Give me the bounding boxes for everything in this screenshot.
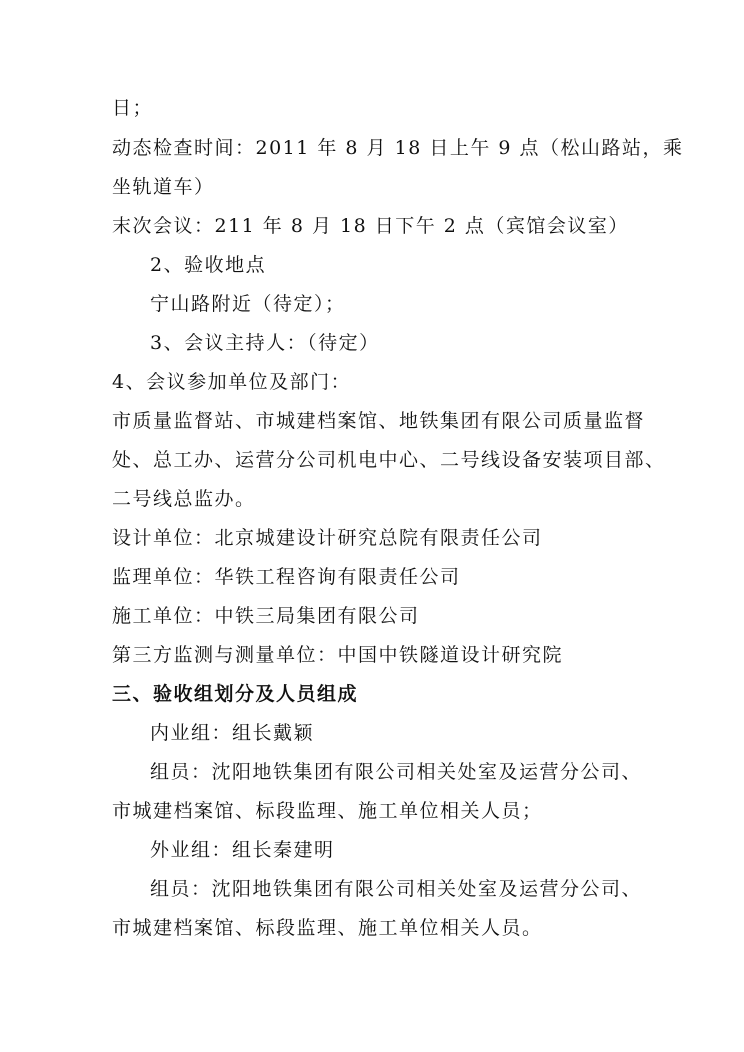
text-line: 二号线总监办。	[112, 488, 256, 510]
text-line: 组员：沈阳地铁集团有限公司相关处室及运营分公司、	[150, 878, 643, 900]
chapter-heading: 三、验收组划分及人员组成	[112, 683, 359, 705]
text-line: 外业组：组长秦建明	[150, 839, 335, 861]
text-line: 日；	[112, 97, 154, 119]
text-line: 坐轨道车）	[112, 176, 215, 198]
text-line: 市城建档案馆、标段监理、施工单位相关人员。	[112, 917, 543, 939]
text-line: 内业组：组长戴颖	[150, 722, 315, 744]
text-line: 处、总工办、运营分公司机电中心、二号线设备安装项目部、	[112, 449, 666, 471]
text-line: 市城建档案馆、标段监理、施工单位相关人员；	[112, 800, 543, 822]
text-line: 组员：沈阳地铁集团有限公司相关处室及运营分公司、	[150, 761, 643, 783]
text-line: 宁山路附近（待定）；	[150, 293, 346, 315]
section-heading: 4、会议参加单位及部门：	[112, 371, 352, 393]
text-line: 设计单位：北京城建设计研究总院有限责任公司	[112, 527, 543, 549]
text-line: 末次会议：211 年 8 月 18 日下午 2 点（宾馆会议室）	[112, 215, 629, 237]
section-heading: 3、会议主持人：（待定）	[150, 332, 380, 354]
section-heading: 2、验收地点	[150, 254, 267, 276]
text-line: 动态检查时间：2011 年 8 月 18 日上午 9 点（松山路站，乘	[112, 137, 684, 159]
text-line: 市质量监督站、市城建档案馆、地铁集团有限公司质量监督	[112, 410, 646, 432]
text-line: 施工单位：中铁三局集团有限公司	[112, 605, 420, 627]
text-line: 监理单位：华铁工程咨询有限责任公司	[112, 566, 461, 588]
text-line: 第三方监测与测量单位：中国中铁隧道设计研究院	[112, 644, 564, 666]
